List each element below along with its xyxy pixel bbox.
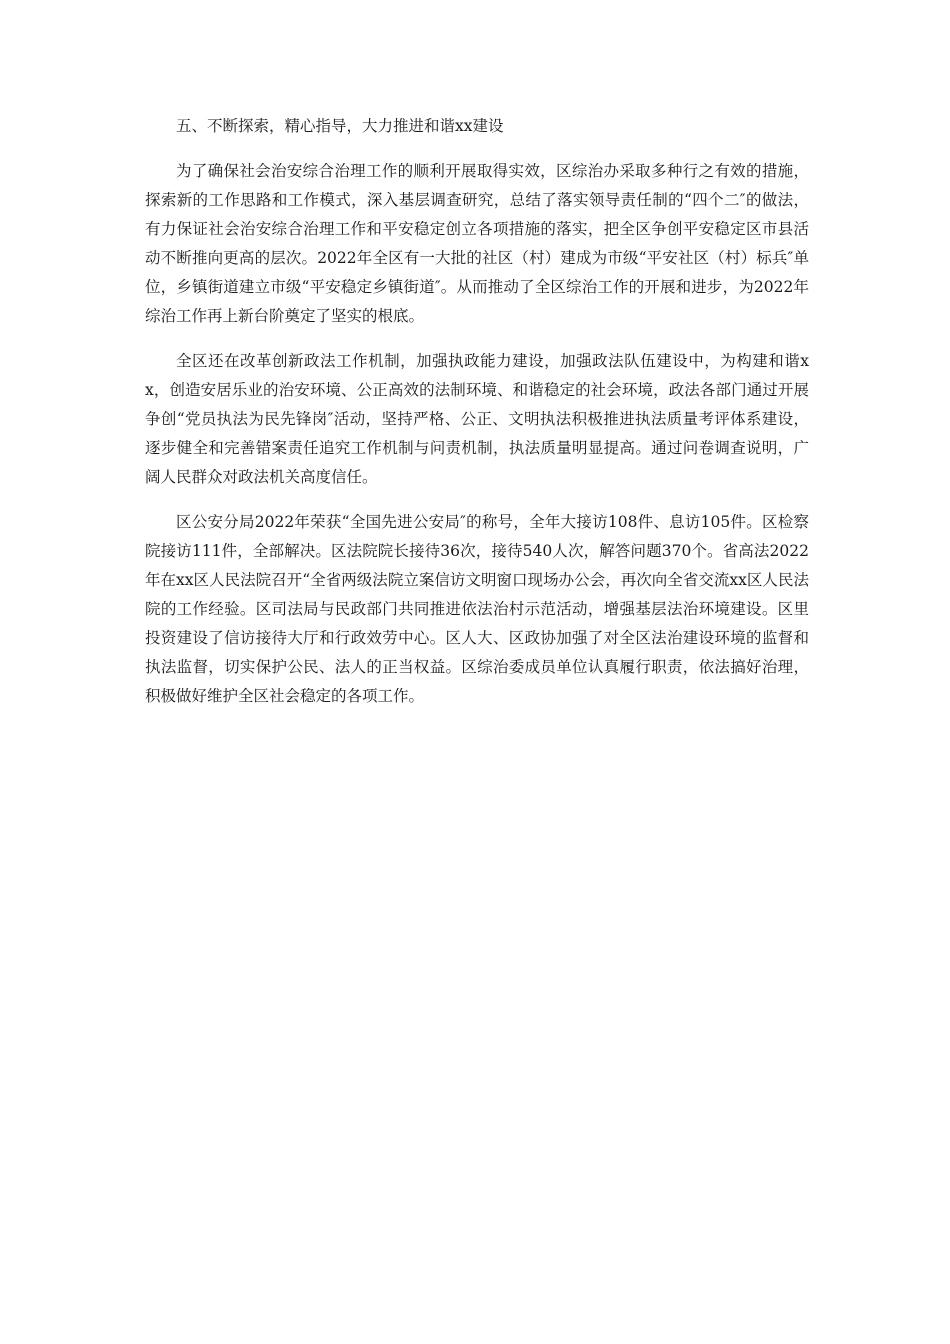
section-heading: 五、不断探索，精心指导，大力推进和谐xx建设 [176,117,504,135]
paragraph-3: 区公安分局2022年荣获“全国先进公安局″的称号，全年大接访108件、息访105件。区检察院接访111件，全部解决。区法院院长接待36次，接待540人次，解答问题370个。省高法2022年在xx区人民法院召开“全省两级法院立案信访文明窗口现场办公会，再次向全省交流xx区人民法院的工作经验。区司法局与民政部门共同推进依法治村示范活动，增强基层法治环境建设。区里投资建设了信访接待大厅和行政效劳中心。区人大、区政协加强了对全区法治建设环境的监督和执法监督，切实保护公民、法人的正当权益。区综治委成员单位认真履行职责，依法搞好治理，积极做好维护全区社会稳定的各项工作。 [145,513,809,705]
paragraph-1: 为了确保社会治安综合治理工作的顺利开展取得实效，区综治办采取多种行之有效的措施，探索新的工作思路和工作模式，深入基层调查研究，总结了落实领导责任制的“四个二″的做法，有力保证社会治安综合治理工作和平安稳定创立各项措施的落实，把全区争创平安稳定区市县活动不断推向更高的层次。2022年全区有一大批的社区（村）建成为市级“平安社区（村）标兵″单位，乡镇街道建立市级“平安稳定乡镇街道″。从而推动了全区综治工作的开展和进步，为2022年综治工作再上新台阶奠定了坚实的根底。 [145,162,809,325]
document-body [145,112,809,727]
paragraph-2: 全区还在改革创新政法工作机制，加强执政能力建设，加强政法队伍建设中，为构建和谐xx，创造安居乐业的治安环境、公正高效的法制环境、和谐稳定的社会环境，政法各部门通过开展争创“党员执法为民先锋岗″活动，坚持严格、公正、文明执法积极推进执法质量考评体系建设，逐步健全和完善错案责任追究工作机制与问责机制，执法质量明显提高。通过问卷调查说明，广阔人民群众对政法机关高度信任。 [145,352,809,486]
